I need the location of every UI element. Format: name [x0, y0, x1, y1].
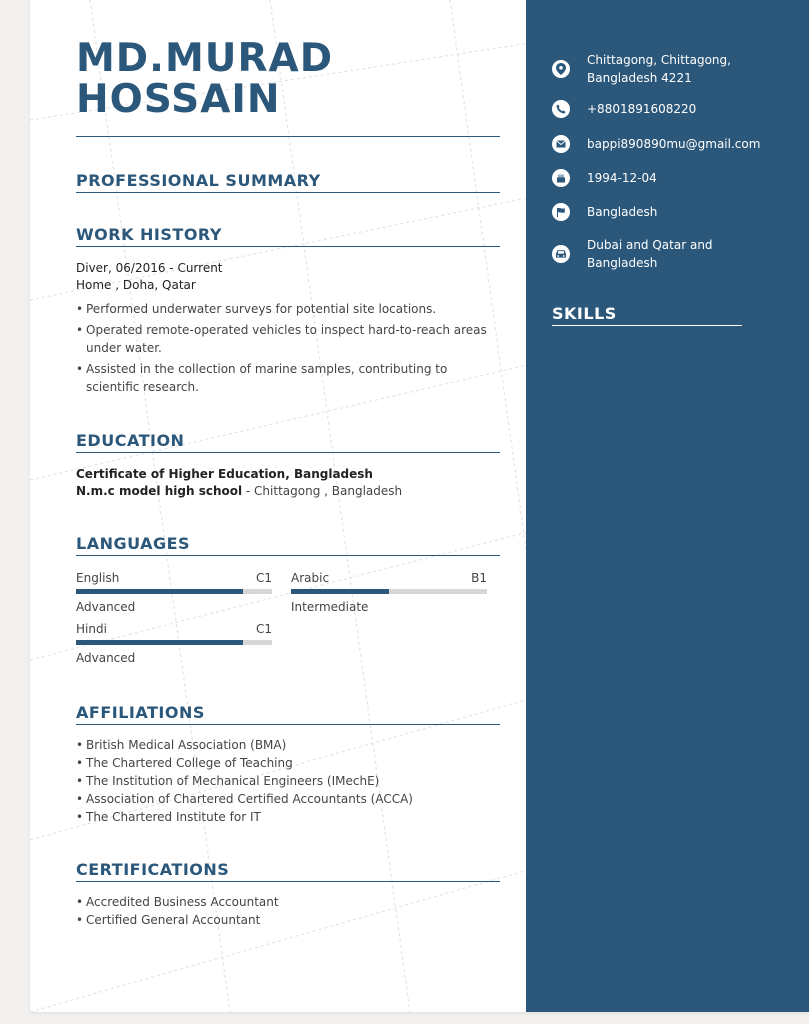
list-item: • Performed underwater surveys for potential site locations. [76, 300, 500, 318]
list-item: • The Chartered College of Teaching [76, 754, 500, 772]
education-school-line [76, 484, 500, 498]
flag-icon [552, 203, 570, 221]
location-pin-icon [552, 60, 570, 78]
contact-sidebar [526, 0, 809, 1012]
contact-email [552, 135, 767, 153]
certifications-title: CERTIFICATIONS [76, 860, 500, 882]
job-bullets [76, 300, 500, 396]
phone-icon [552, 100, 570, 118]
contact-nationality [552, 203, 767, 221]
language-code: C1 [255, 571, 272, 585]
contact-birthdate [552, 169, 767, 187]
language-bar [291, 589, 487, 594]
resume-page [30, 0, 809, 1012]
languages-title: LANGUAGES [76, 534, 500, 556]
summary-section [76, 171, 500, 193]
list-item: • The Institution of Mechanical Engineers (IMechE) [76, 772, 500, 790]
work-section [76, 225, 500, 399]
affiliations-title: AFFILIATIONS [76, 703, 500, 725]
job-location: , Doha, Qatar [111, 278, 196, 292]
education-school: N.m.c model high school [76, 484, 243, 498]
language-item [76, 622, 272, 665]
language-item [76, 571, 272, 614]
language-name: Arabic [291, 571, 330, 585]
language-code: C1 [255, 622, 272, 636]
language-bar-fill [76, 589, 243, 594]
summary-title: PROFESSIONAL SUMMARY [76, 171, 500, 193]
nationality-text: Bangladesh [587, 205, 658, 219]
list-item: • Accredited Business Accountant [76, 893, 500, 911]
list-item: • Assisted in the collection of marine samples, contributing to scientific research. [76, 360, 500, 396]
language-bar-fill [291, 589, 389, 594]
languages-section [76, 534, 500, 674]
contact-license [552, 236, 767, 272]
job-dates: , 06/2016 - Current [108, 261, 223, 275]
name-line-2: HOSSAIN [76, 77, 281, 122]
language-name: Hindi [76, 622, 107, 636]
language-level: Advanced [76, 600, 136, 614]
cake-icon [552, 169, 570, 187]
name-line-1: MD.MURAD [76, 36, 334, 81]
list-item: • The Chartered Institute for IT [76, 808, 500, 826]
language-code: B1 [471, 571, 487, 585]
birthdate-text: 1994-12-04 [587, 171, 657, 185]
language-item [291, 571, 487, 614]
language-level: Advanced [76, 651, 136, 665]
list-item: • Certified General Accountant [76, 911, 500, 929]
job-company: Home [76, 278, 112, 292]
candidate-name [76, 38, 333, 120]
address-text: Chittagong, Chittagong, Bangladesh 4221 [587, 53, 731, 85]
list-item: • British Medical Association (BMA) [76, 736, 500, 754]
phone-text: +8801891608220 [587, 102, 697, 116]
license-text: Dubai and Qatar and Bangladesh [587, 238, 713, 270]
education-title: EDUCATION [76, 431, 500, 453]
work-title: WORK HISTORY [76, 225, 500, 247]
name-divider [76, 136, 500, 137]
affiliations-list [76, 736, 500, 826]
education-degree: Certificate of Higher Education, Bangladesh [76, 467, 373, 481]
education-section [76, 431, 500, 498]
contact-phone [552, 100, 767, 118]
email-text: bappi890890mu@gmail.com [587, 137, 761, 151]
certifications-list [76, 893, 500, 929]
skills-title: SKILLS [552, 304, 742, 326]
car-icon [552, 245, 570, 263]
language-level: Intermediate [291, 600, 369, 614]
language-bar-fill [76, 640, 243, 645]
affiliations-section [76, 703, 500, 826]
list-item: • Association of Chartered Certified Accountants (ACCA) [76, 790, 500, 808]
job-location-line [76, 278, 500, 292]
certifications-section [76, 860, 500, 929]
job-role: Diver [76, 261, 108, 275]
job-title-line [76, 261, 500, 275]
contact-address [552, 51, 767, 87]
education-location: - Chittagong , Bangladesh [242, 484, 403, 498]
language-bar [76, 640, 272, 645]
envelope-icon [552, 135, 570, 153]
language-name: English [76, 571, 120, 585]
list-item: • Operated remote-operated vehicles to inspect hard-to-reach areas under water. [76, 321, 500, 357]
language-bar [76, 589, 272, 594]
